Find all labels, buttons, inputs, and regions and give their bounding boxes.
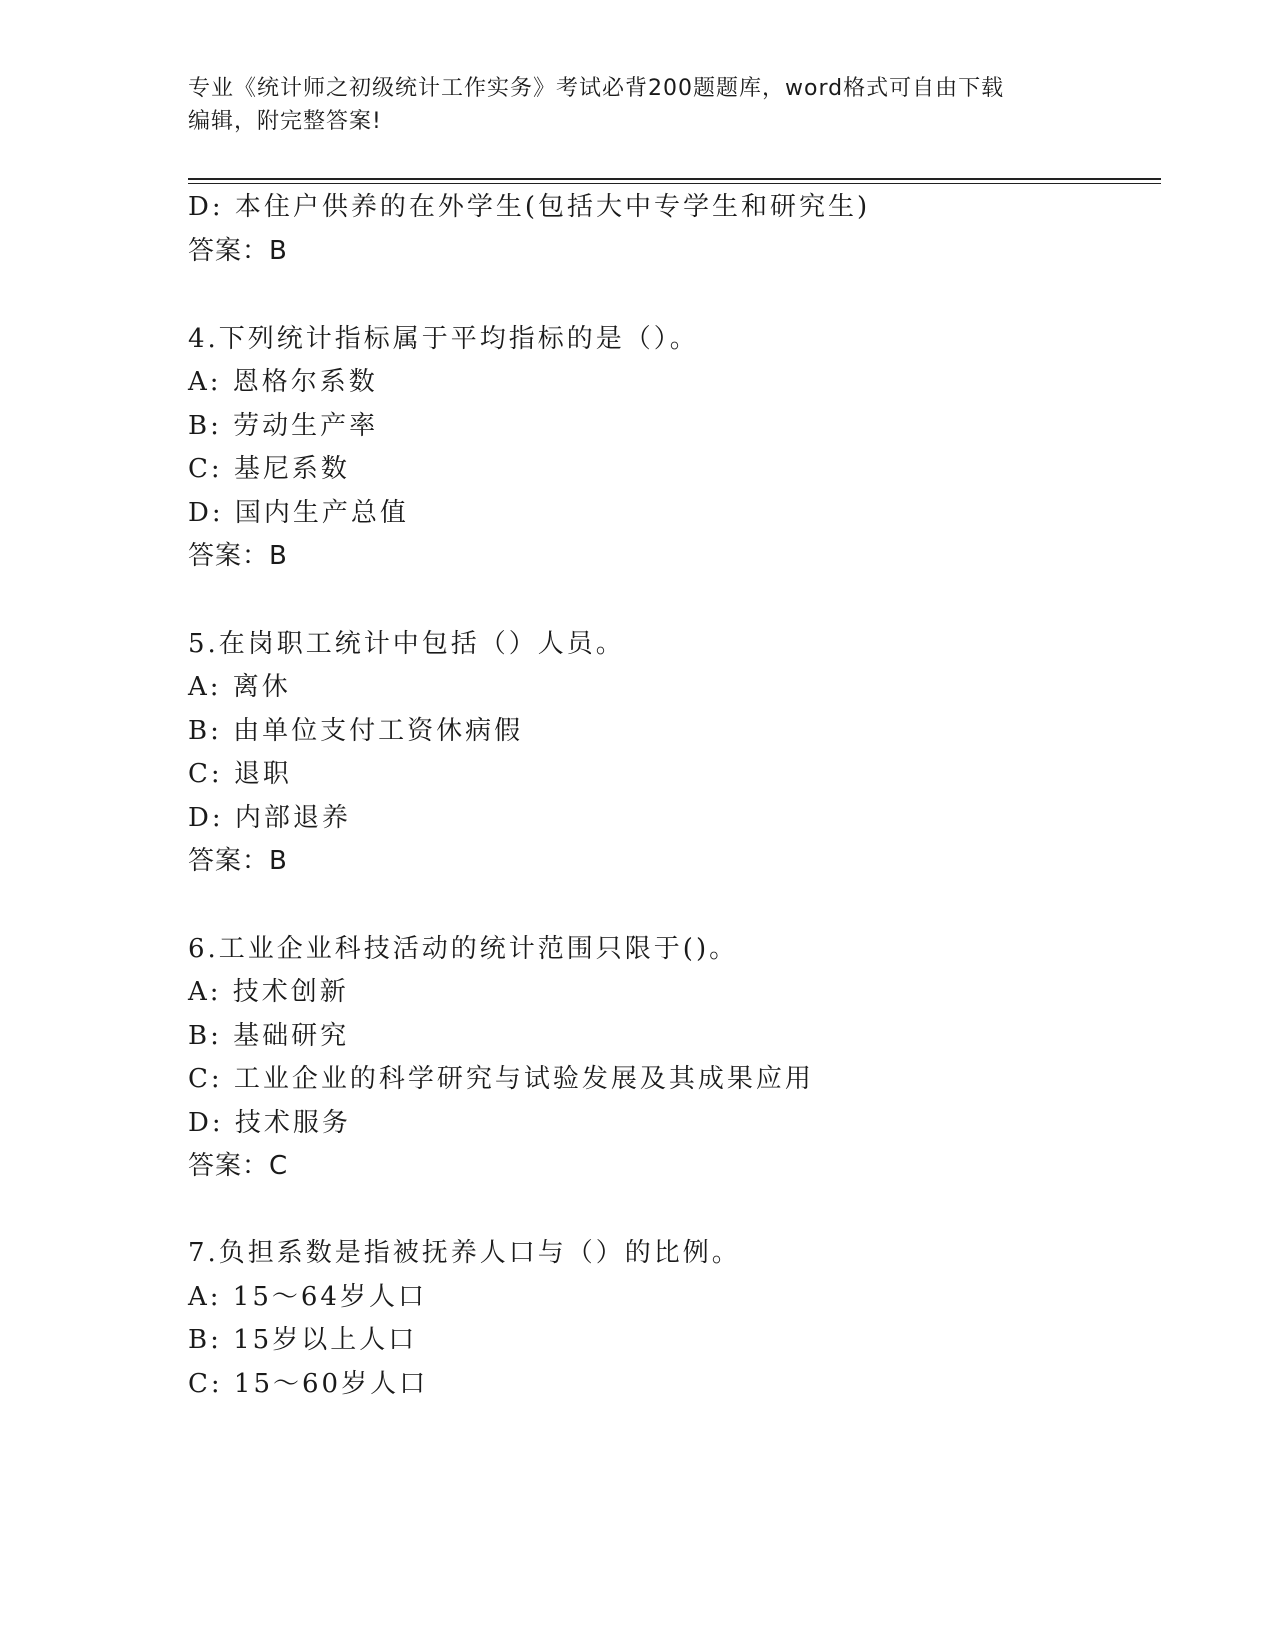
q4-option-d: D: 国内生产总值 [188, 498, 409, 528]
q6-option-b: B: 基础研究 [188, 1021, 350, 1051]
q7-option-a: A: 15～64岁人口 [188, 1282, 427, 1312]
q5-option-a: A: 离休 [188, 672, 291, 702]
q5-option-b: B: 由单位支付工资休病假 [188, 716, 524, 746]
header-title-line-1: 专业《统计师之初级统计工作实务》考试必背200题题库，word格式可自由下载 [188, 76, 1005, 101]
document-header [188, 72, 1088, 138]
q7-question: 7.负担系数是指被抚养人口与（）的比例。 [188, 1238, 741, 1268]
header-rule-thin [188, 183, 1161, 184]
q5-answer: 答案：B [188, 846, 288, 876]
header-rule-thick [188, 178, 1161, 180]
q7-option-b: B: 15岁以上人口 [188, 1325, 418, 1355]
q4-option-a: A: 恩格尔系数 [188, 367, 378, 397]
q3-option-d: D: 本住户供养的在外学生(包括大中专学生和研究生) [188, 192, 871, 222]
q6-option-c: C: 工业企业的科学研究与试验发展及其成果应用 [188, 1064, 814, 1094]
q7-option-c: C: 15～60岁人口 [188, 1369, 429, 1399]
q6-answer: 答案：C [188, 1151, 289, 1181]
q6-option-d: D: 技术服务 [188, 1108, 351, 1138]
q5-question: 5.在岗职工统计中包括（）人员。 [188, 629, 625, 659]
q6-option-a: A: 技术创新 [188, 977, 349, 1007]
header-title-line-2: 编辑，附完整答案! [188, 109, 382, 134]
q6-question: 6.工业企业科技活动的统计范围只限于()。 [188, 934, 739, 964]
q4-question: 4.下列统计指标属于平均指标的是（）。 [188, 324, 699, 354]
q5-option-d: D: 内部退养 [188, 803, 351, 833]
q4-option-c: C: 基尼系数 [188, 454, 350, 484]
q3-answer: 答案：B [188, 236, 288, 266]
q4-answer: 答案：B [188, 541, 288, 571]
q5-option-c: C: 退职 [188, 759, 292, 789]
q4-option-b: B: 劳动生产率 [188, 411, 379, 441]
